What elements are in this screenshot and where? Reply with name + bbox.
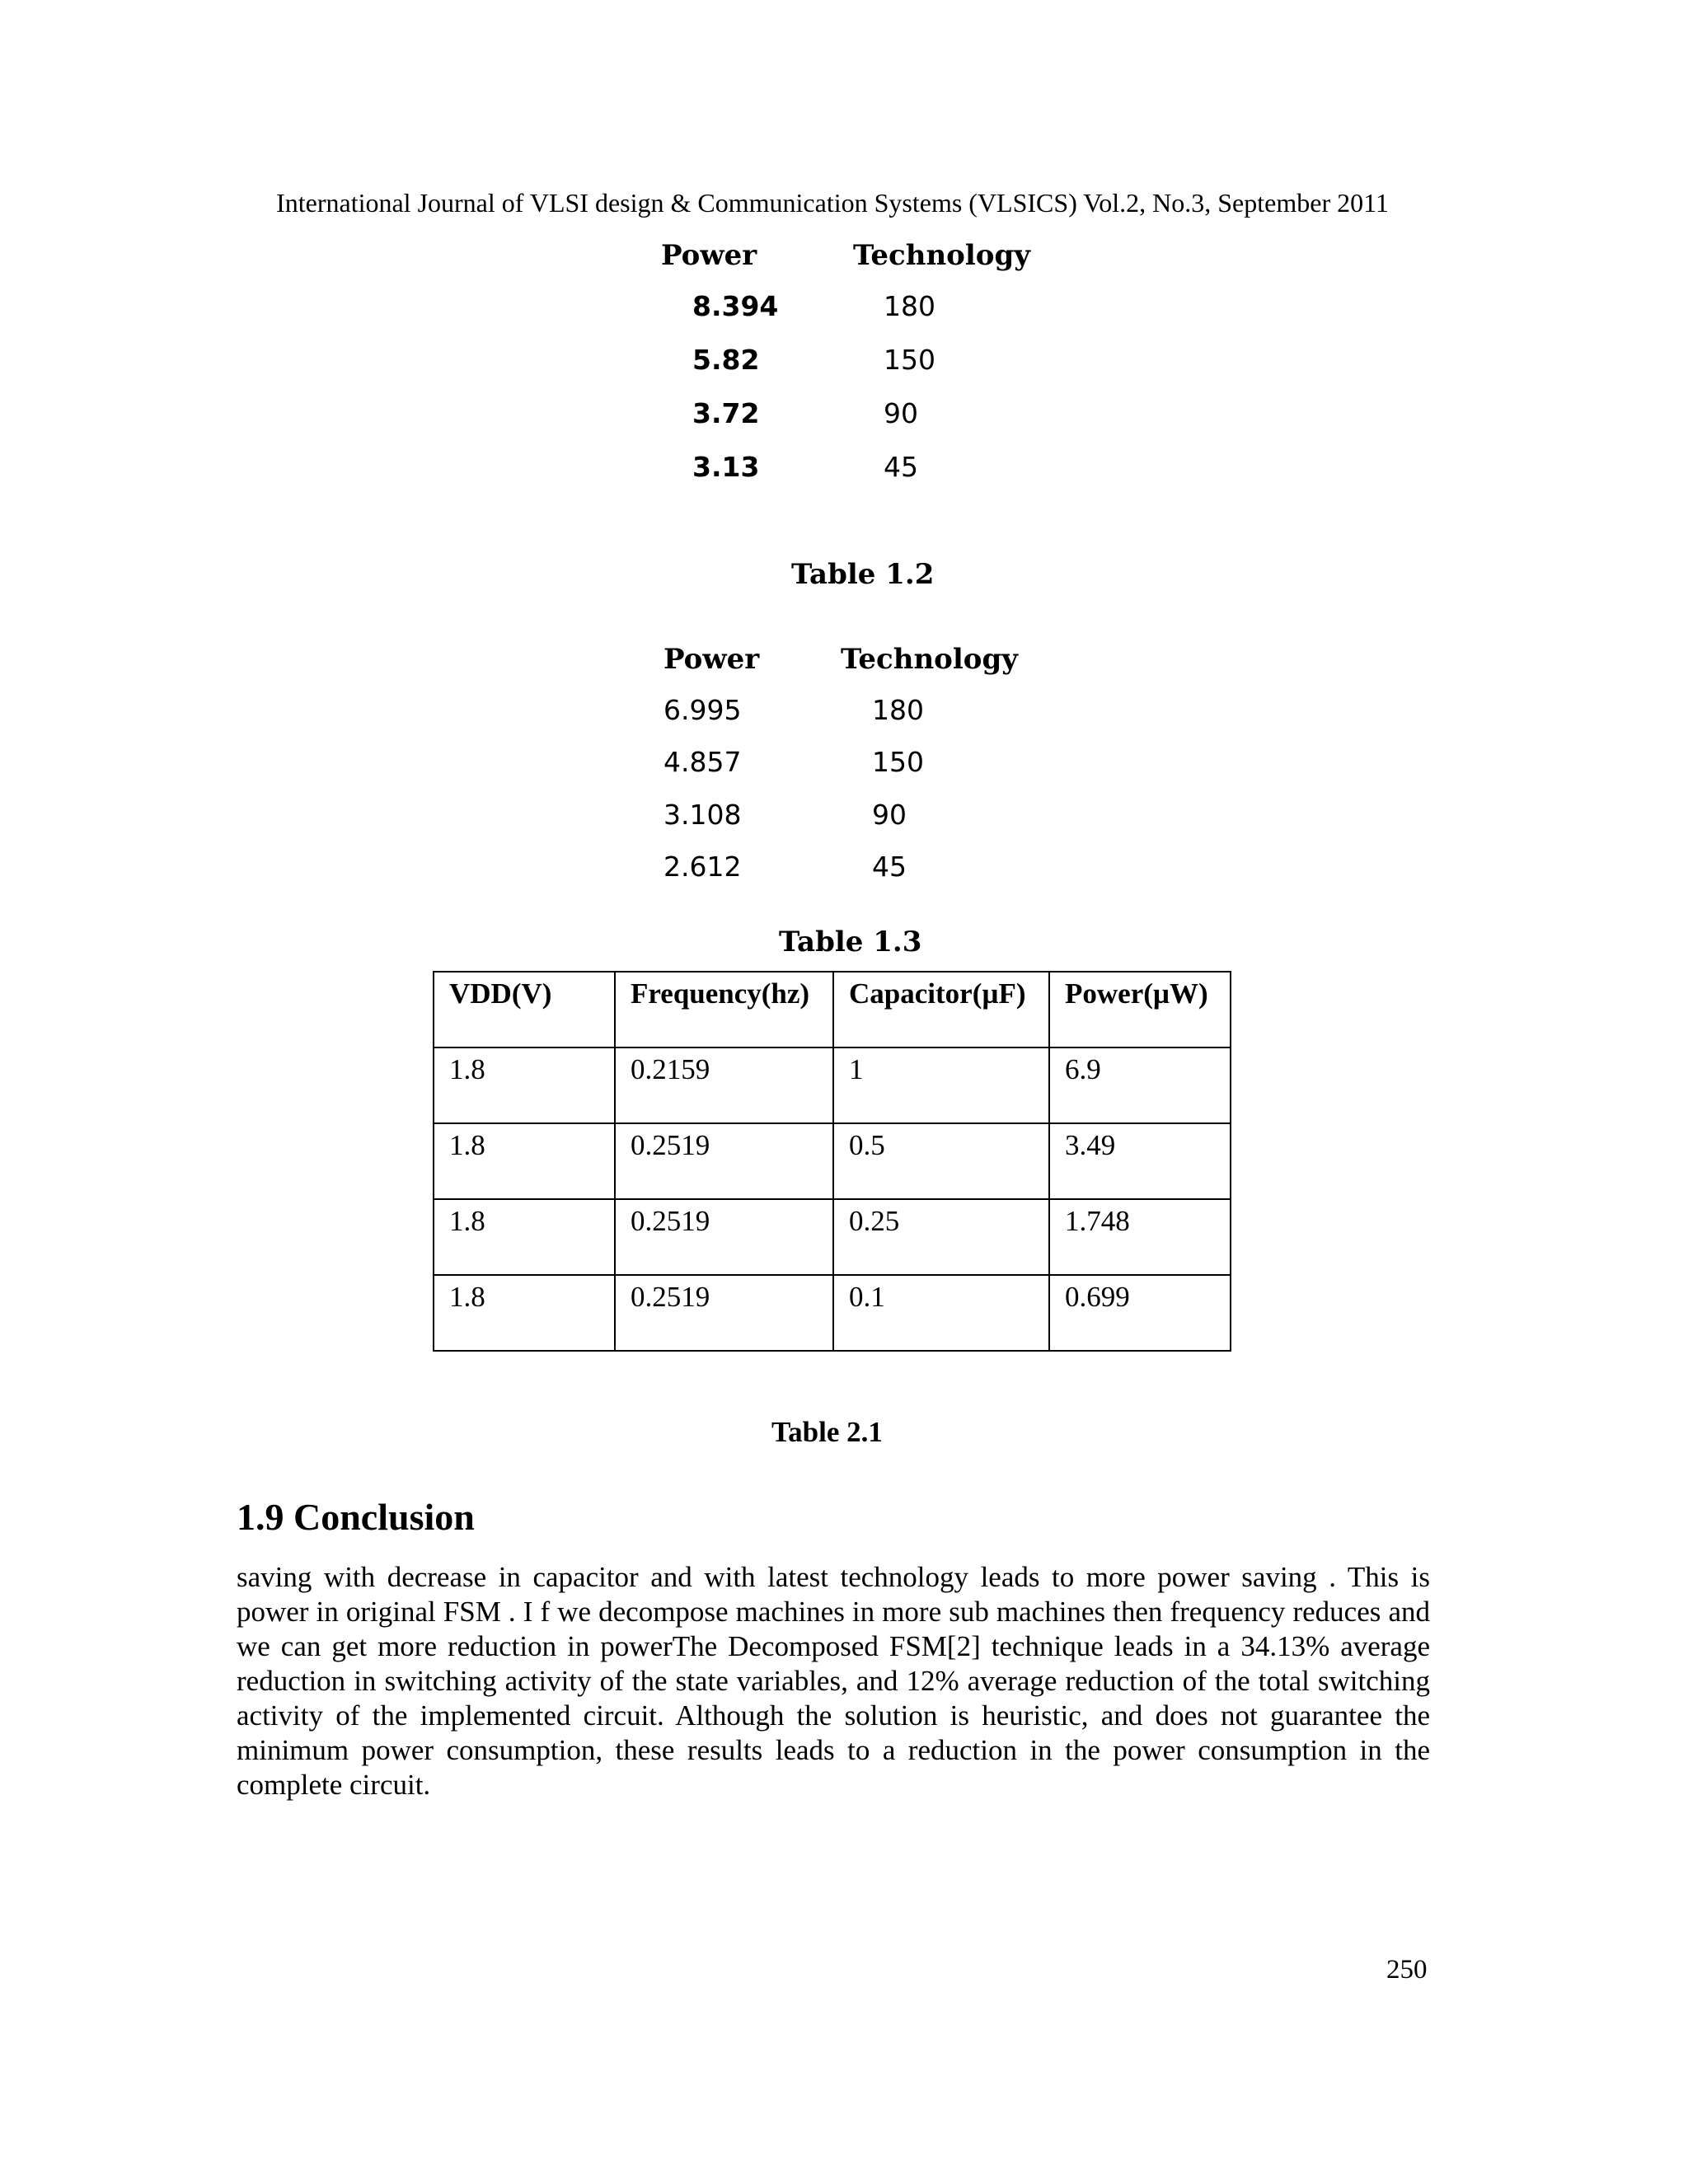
column-header-technology: Technology xyxy=(841,643,1018,676)
table-cell-power: 3.13 xyxy=(692,451,760,483)
table-cell-power: 1.748 xyxy=(1049,1199,1231,1275)
table-cell-capacitor: 0.25 xyxy=(833,1199,1049,1275)
table-row xyxy=(434,1275,1231,1351)
table-cell-capacitor: 1 xyxy=(833,1047,1049,1123)
table-cell-technology: 180 xyxy=(872,694,924,726)
table-cell-power: 3.72 xyxy=(692,397,760,429)
table-cell-power: 3.49 xyxy=(1049,1123,1231,1199)
table-cell-capacitor: 0.1 xyxy=(833,1275,1049,1351)
column-header-capacitor: Capacitor(µF) xyxy=(833,972,1049,1047)
table-cell-technology: 45 xyxy=(872,851,907,883)
table-cell-power: 8.394 xyxy=(692,290,779,322)
column-header-power: Power xyxy=(663,643,760,676)
vdd-frequency-capacitor-power-table xyxy=(433,971,1231,1352)
table-cell-capacitor: 0.5 xyxy=(833,1123,1049,1199)
table-cell-technology: 150 xyxy=(884,344,935,376)
table-cell-technology: 90 xyxy=(884,397,918,429)
table-cell-power: 3.108 xyxy=(663,799,742,831)
table-1-2-caption: Table 1.2 xyxy=(791,558,935,591)
table-row xyxy=(434,1123,1231,1199)
column-header-technology: Technology xyxy=(853,239,1030,272)
table-cell-frequency: 0.2519 xyxy=(615,1199,833,1275)
table-cell-technology: 90 xyxy=(872,799,907,831)
journal-header: International Journal of VLSI design & Communication Systems (VLSICS) Vol.2, No.3, September 2011 xyxy=(276,188,1389,218)
table-cell-frequency: 0.2519 xyxy=(615,1123,833,1199)
table-cell-technology: 180 xyxy=(884,290,935,322)
table-cell-vdd: 1.8 xyxy=(434,1123,615,1199)
table-header-row xyxy=(434,972,1231,1047)
column-header-vdd: VDD(V) xyxy=(434,972,615,1047)
table-cell-power: 4.857 xyxy=(663,746,742,778)
table-cell-technology: 45 xyxy=(884,451,918,483)
table-cell-frequency: 0.2159 xyxy=(615,1047,833,1123)
table-cell-power: 5.82 xyxy=(692,344,760,376)
table-cell-power: 2.612 xyxy=(663,851,742,883)
table-cell-technology: 150 xyxy=(872,746,924,778)
table-cell-vdd: 1.8 xyxy=(434,1199,615,1275)
column-header-power: Power xyxy=(661,239,757,272)
conclusion-paragraph: saving with decrease in capacitor and with latest technology leads to more power saving . This is power in original FSM . I f we decompose machines in more sub machines then frequency reduces and we can get more reduction in powerThe Decomposed FSM[2] technique leads in a 34.13% average reduction in switching activity of the state variables, and 12% average reduction of the total switching activity of the implemented circuit. Although the solution is heuristic, and does not guarantee the minimum power consumption, these results leads to a reduction in the power consumption in the complete circuit. xyxy=(237,1561,1430,1801)
table-cell-power: 6.995 xyxy=(663,694,742,726)
page-number: 250 xyxy=(1386,1955,1428,1985)
table-row xyxy=(434,1199,1231,1275)
table-cell-frequency: 0.2519 xyxy=(615,1275,833,1351)
table-row xyxy=(434,1047,1231,1123)
column-header-frequency: Frequency(hz) xyxy=(615,972,833,1047)
table-cell-vdd: 1.8 xyxy=(434,1047,615,1123)
section-heading: 1.9 Conclusion xyxy=(237,1496,475,1538)
table-cell-power: 0.699 xyxy=(1049,1275,1231,1351)
table-2-1-caption: Table 2.1 xyxy=(771,1416,883,1448)
table-1-3-caption: Table 1.3 xyxy=(779,926,922,958)
table-cell-power: 6.9 xyxy=(1049,1047,1231,1123)
column-header-power: Power(µW) xyxy=(1049,972,1231,1047)
table-cell-vdd: 1.8 xyxy=(434,1275,615,1351)
